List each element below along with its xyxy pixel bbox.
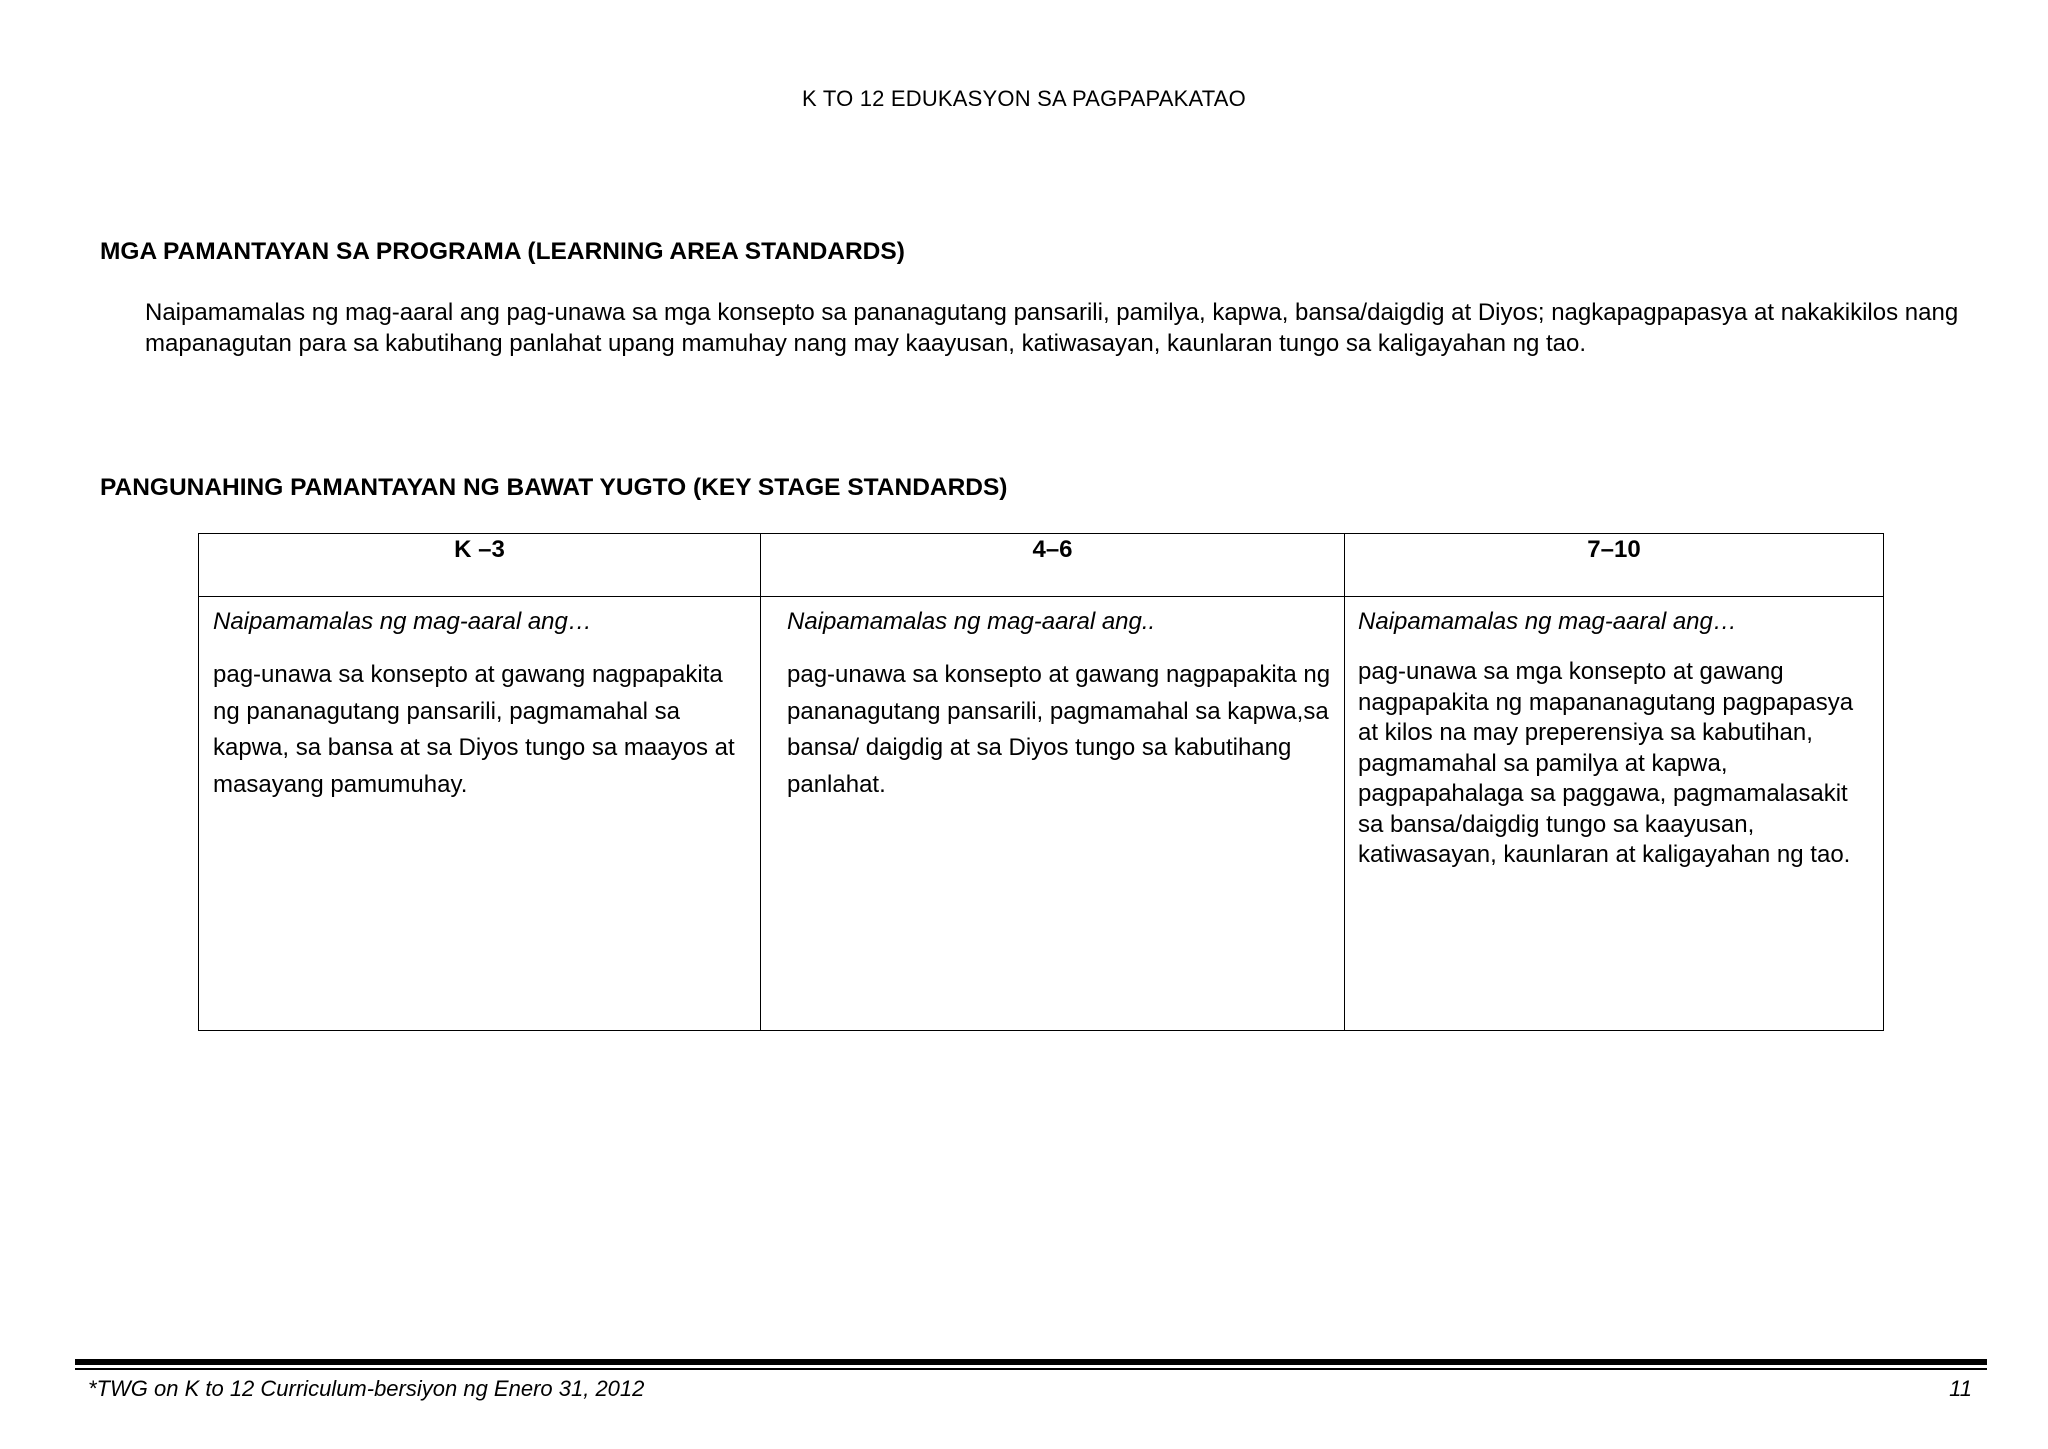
cell-intro-7-10: Naipamamalas ng mag-aaral ang… xyxy=(1358,608,1737,635)
column-header-4-6: 4–6 xyxy=(761,534,1345,597)
cell-body-4-6: pag-unawa sa konsepto at gawang nagpapakita ng pananagutang pansarili, pagmamahal sa kapwa,sa bansa/ daigdig at sa Diyos tungo sa kabutihang panlahat. xyxy=(787,661,1331,798)
table-header-row xyxy=(199,534,1884,597)
key-stage-standards-table xyxy=(198,533,1884,1031)
learning-area-standards-text: Naipamamalas ng mag-aaral ang pag-unawa sa mga konsepto sa pananagutang pansarili, pamilya, kapwa, bansa/daigdig at Diyos; nagkapagpapasya at nakakikilos nang mapanagutan para sa kabutihang panlahat upang mamuhay nang may kaayusan, katiwasayan, kaunlaran tungo sa kaligayahan ng tao. xyxy=(145,299,1959,357)
column-header-k-3: K –3 xyxy=(199,534,761,597)
footer-rule-thick xyxy=(75,1359,1987,1365)
cell-body-7-10: pag-unawa sa mga konsepto at gawang nagpapakita ng mapananagutang pagpapasya at kilos na may preperensiya sa kabutihan, pagmamahal sa pamilya at kapwa, pagpapahalaga sa paggawa, pagmamalasakit sa bansa/daigdig tungo sa kaayusan, katiwasayan, kaunlaran at kaligayahan ng tao. xyxy=(1358,658,1854,868)
cell-k-3 xyxy=(199,597,761,1031)
footer-note: *TWG on K to 12 Curriculum-bersiyon ng Enero 31, 2012 xyxy=(88,1376,645,1401)
cell-7-10 xyxy=(1345,597,1884,1031)
cell-intro-4-6: Naipamamalas ng mag-aaral ang.. xyxy=(787,608,1156,635)
cell-intro-k-3: Naipamamalas ng mag-aaral ang… xyxy=(213,608,592,635)
document-header-title: K TO 12 EDUKASYON SA PAGPAPAKATAO xyxy=(802,86,1246,111)
learning-area-standards-heading: MGA PAMANTAYAN SA PROGRAMA (LEARNING AREA STANDARDS) xyxy=(100,238,905,265)
cell-body-k-3: pag-unawa sa konsepto at gawang nagpapakita ng pananagutang pansarili, pagmamahal sa kapwa, sa bansa at sa Diyos tungo sa maayos at masayang pamumuhay. xyxy=(213,661,735,798)
column-header-7-10: 7–10 xyxy=(1345,534,1884,597)
cell-4-6 xyxy=(761,597,1345,1031)
table-row xyxy=(199,597,1884,1031)
page-number: 11 xyxy=(1949,1376,1972,1401)
key-stage-standards-heading: PANGUNAHING PAMANTAYAN NG BAWAT YUGTO (KEY STAGE STANDARDS) xyxy=(100,474,1008,501)
footer-rule-thin xyxy=(75,1368,1987,1370)
